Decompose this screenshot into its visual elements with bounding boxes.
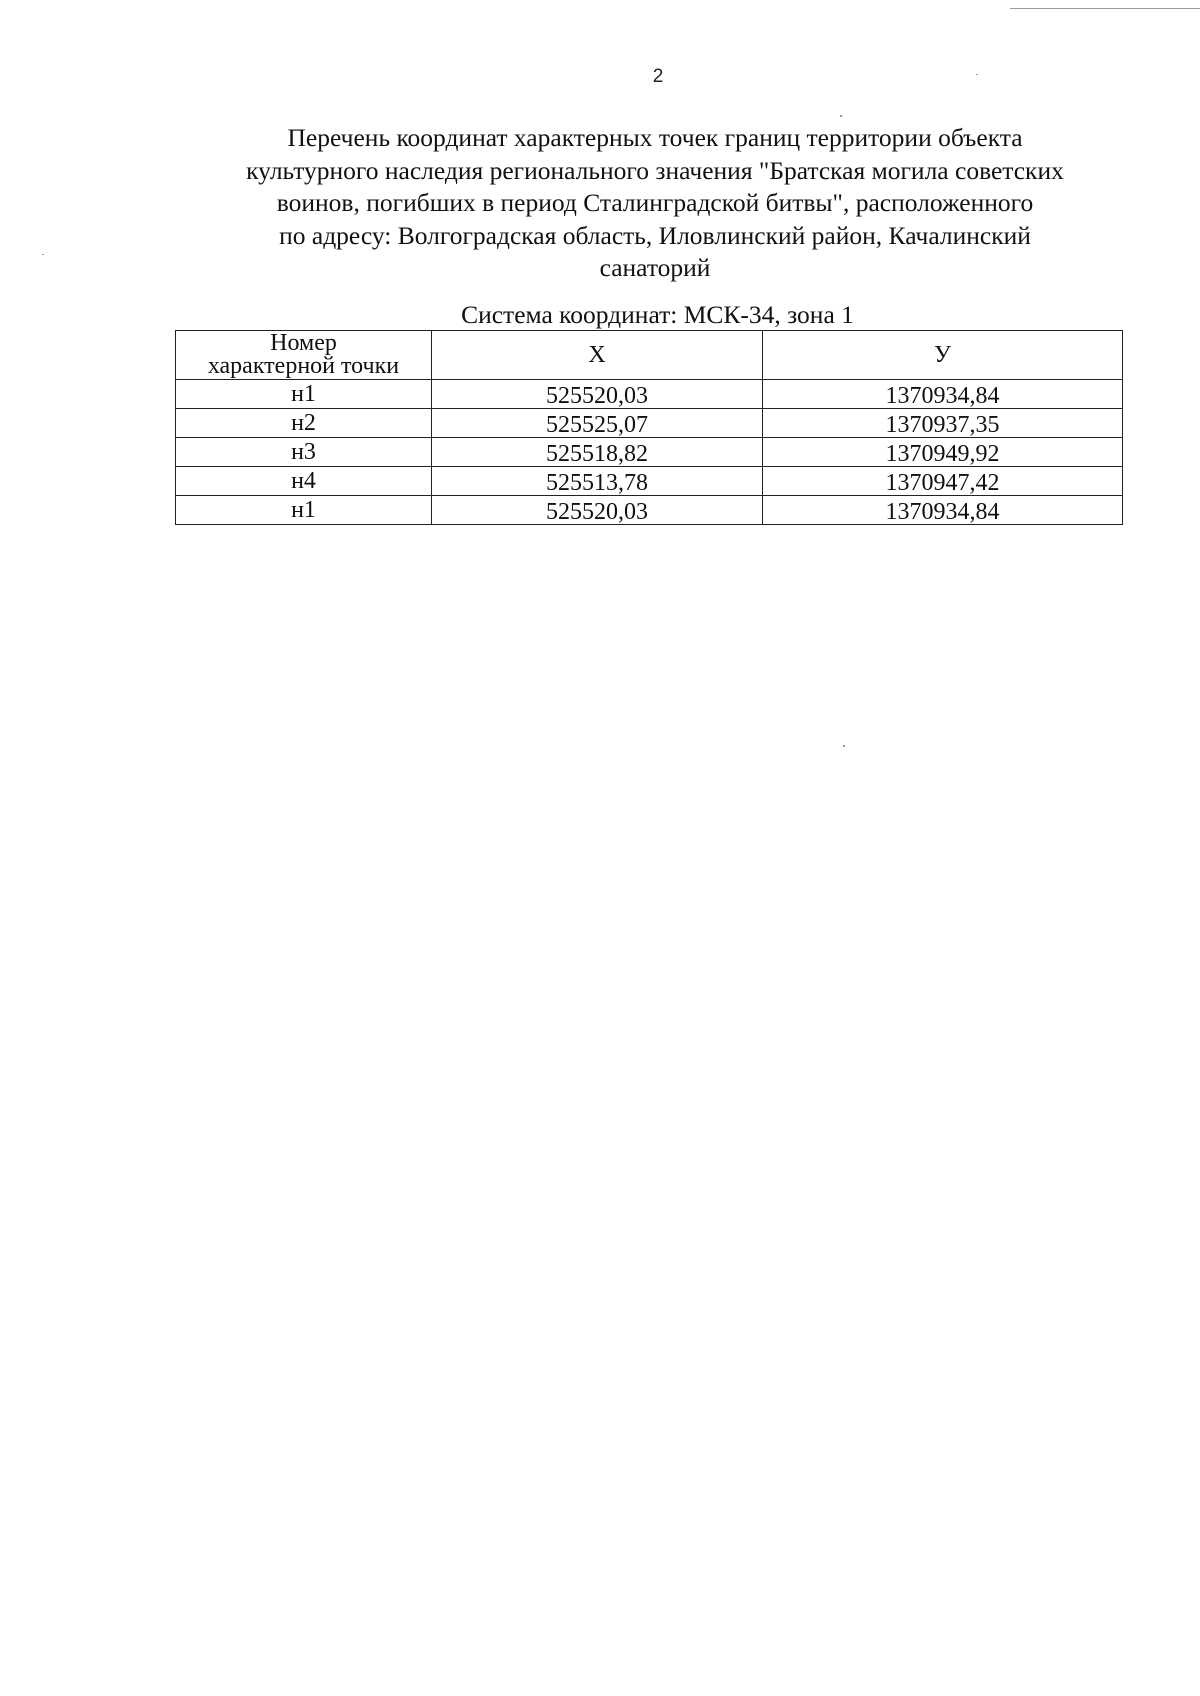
title-line: воинов, погибших в период Сталинградской битвы", расположенного bbox=[276, 188, 1034, 217]
x-cell: 525520,03 bbox=[432, 380, 763, 409]
y-cell: 1370934,84 bbox=[763, 380, 1123, 409]
scan-speck bbox=[42, 254, 44, 255]
scan-speck bbox=[976, 74, 978, 75]
title-line: по адресу: Волгоградская область, Иловлинский район, Качалинский bbox=[279, 220, 1031, 250]
scan-speck bbox=[840, 115, 842, 117]
point-cell: н1 bbox=[176, 496, 432, 525]
x-cell: 525525,07 bbox=[432, 409, 763, 438]
point-cell: н2 bbox=[176, 409, 432, 438]
coordinates-table bbox=[175, 330, 1123, 525]
title-line: культурного наследия регионального значения "Братская могила советских bbox=[246, 155, 1064, 185]
title-line: санаторий bbox=[599, 253, 711, 282]
table-row bbox=[176, 496, 1123, 525]
point-cell: н3 bbox=[176, 438, 432, 467]
x-cell: 525513,78 bbox=[432, 467, 763, 496]
table-header-row bbox=[176, 331, 1123, 380]
scan-edge-line bbox=[1010, 8, 1200, 9]
table-row bbox=[176, 467, 1123, 496]
x-cell: 525518,82 bbox=[432, 438, 763, 467]
table-row bbox=[176, 409, 1123, 438]
table-row bbox=[176, 380, 1123, 409]
header-y: У bbox=[763, 331, 1123, 380]
point-cell: н1 bbox=[176, 380, 432, 409]
y-cell: 1370949,92 bbox=[763, 438, 1123, 467]
document-title bbox=[195, 122, 1115, 285]
header-point-line1: Номер bbox=[270, 330, 337, 356]
header-point-line2: характерной точки bbox=[207, 353, 400, 379]
header-point-number bbox=[176, 331, 432, 380]
title-line: Перечень координат характерных точек границ территории объекта bbox=[287, 123, 1023, 152]
table-caption: Система координат: МСК-34, зона 1 bbox=[461, 300, 854, 329]
scan-speck bbox=[843, 745, 845, 747]
y-cell: 1370934,84 bbox=[763, 496, 1123, 525]
point-cell: н4 bbox=[176, 467, 432, 496]
table-row bbox=[176, 438, 1123, 467]
y-cell: 1370937,35 bbox=[763, 409, 1123, 438]
x-cell: 525520,03 bbox=[432, 496, 763, 525]
y-cell: 1370947,42 bbox=[763, 467, 1123, 496]
page-number: 2 bbox=[652, 66, 664, 87]
header-x: X bbox=[432, 331, 763, 380]
